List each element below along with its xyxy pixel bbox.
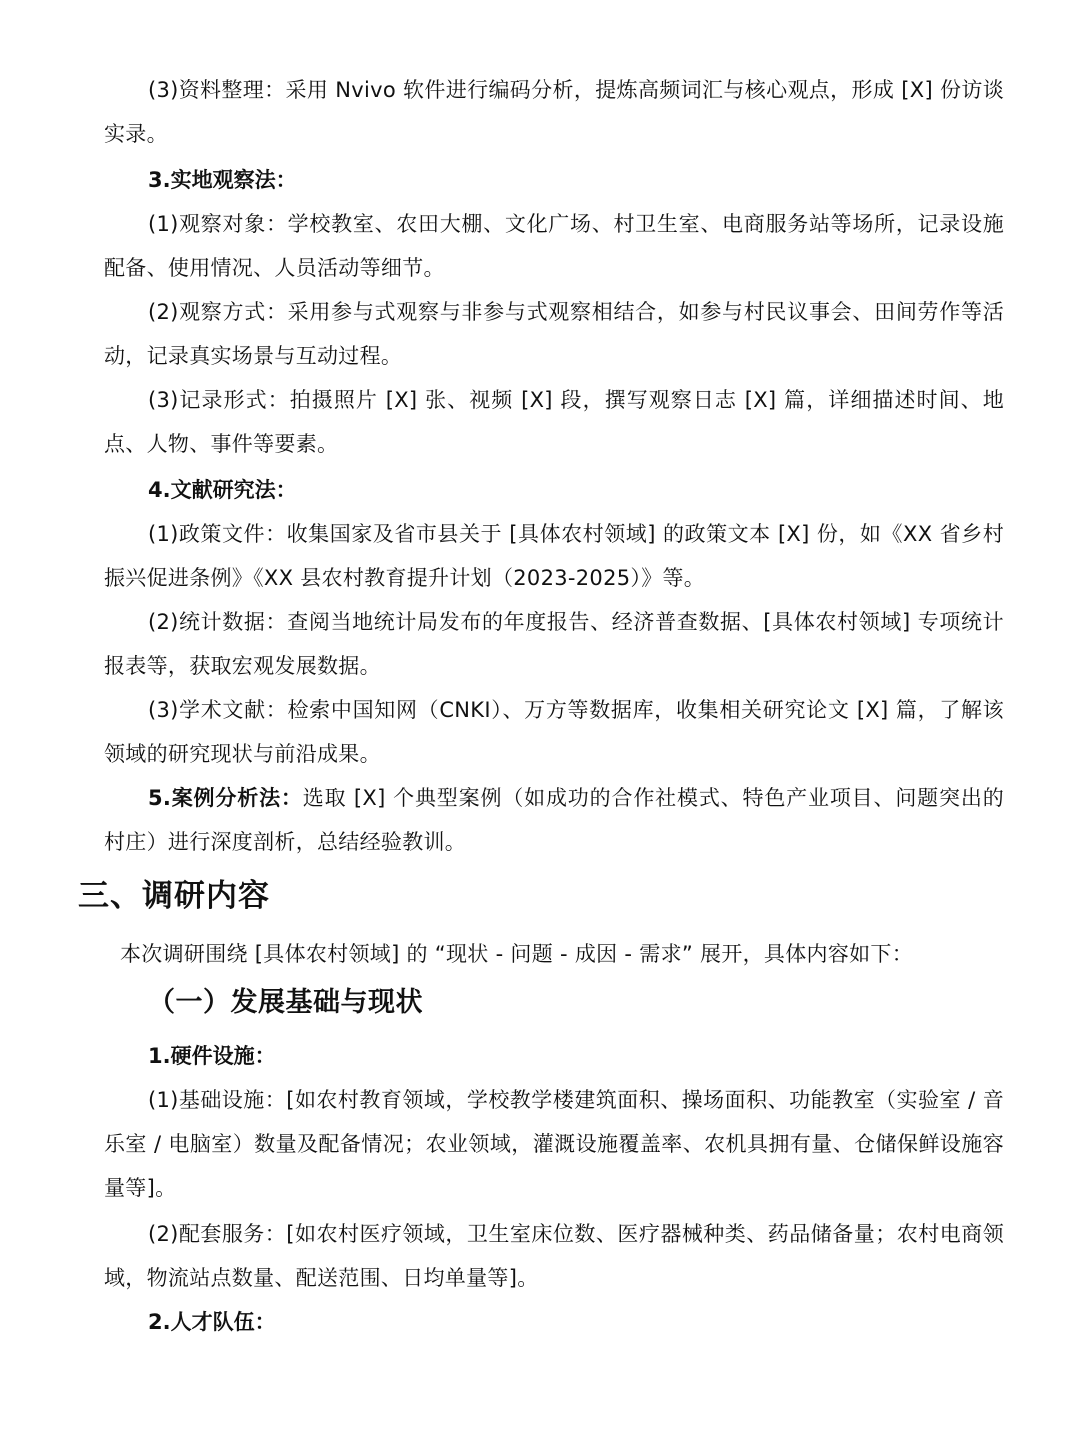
heading-hardware: 1.硬件设施：: [148, 1044, 276, 1068]
paragraph-case-analysis: [104, 776, 1004, 864]
paragraph-policy-documents: (1)政策文件：收集国家及省市县关于 [具体农村领域] 的政策文本 [X] 份，如《XX 省乡村振兴促进条例》《XX 县农村教育提升计划（2023-2025）》等。: [104, 522, 1004, 590]
subsection-title: （一）发展基础与现状: [148, 987, 423, 1018]
paragraph-academic-literature: (3)学术文献：检索中国知网（CNKI）、万方等数据库，收集相关研究论文 [X] 篇，了解该领域的研究现状与前沿成果。: [104, 698, 1004, 766]
paragraph-observation-method: (2)观察方式：采用参与式观察与非参与式观察相结合，如参与村民议事会、田间劳作等活动，记录真实场景与互动过程。: [104, 300, 1004, 368]
paragraph-supporting-services: (2)配套服务：[如农村医疗领域，卫生室床位数、医疗器械种类、药品储备量；农村电商领域，物流站点数量、配送范围、日均单量等]。: [104, 1222, 1004, 1290]
section-intro: 本次调研围绕 [具体农村领域] 的 “现状 - 问题 - 成因 - 需求” 展开，具体内容如下：: [120, 942, 914, 966]
section-title: 三、调研内容: [78, 878, 270, 914]
paragraph-infrastructure: (1)基础设施：[如农村教育领域，学校教学楼建筑面积、操场面积、功能教室（实验室 / 音乐室 / 电脑室）数量及配备情况；农业领域，灌溉设施覆盖率、农机具拥有量、仓储保鲜设施容量等]。: [104, 1088, 1004, 1200]
heading-field-observation: 3.实地观察法：: [148, 168, 297, 192]
heading-talent: 2.人才队伍：: [148, 1310, 276, 1334]
heading-literature-research: 4.文献研究法：: [148, 478, 297, 502]
paragraph-record-format: (3)记录形式：拍摄照片 [X] 张、视频 [X] 段，撰写观察日志 [X] 篇，详细描述时间、地点、人物、事件等要素。: [104, 388, 1004, 456]
paragraph-statistics: (2)统计数据：查阅当地统计局发布的年度报告、经济普查数据、[具体农村领域] 专项统计报表等，获取宏观发展数据。: [104, 610, 1004, 678]
paragraph-data-processing: (3)资料整理：采用 Nvivo 软件进行编码分析，提炼高频词汇与核心观点，形成 [X] 份访谈实录。: [104, 78, 1004, 146]
paragraph-observation-objects: (1)观察对象：学校教室、农田大棚、文化广场、村卫生室、电商服务站等场所，记录设施配备、使用情况、人员活动等细节。: [104, 212, 1004, 280]
case-analysis-label: 5.案例分析法：: [148, 786, 303, 810]
case-analysis-text: 选取 [X] 个典型案例（如成功的合作社模式、特色产业项目、问题突出的村庄）进行深度剖析，总结经验教训。: [104, 786, 1004, 854]
